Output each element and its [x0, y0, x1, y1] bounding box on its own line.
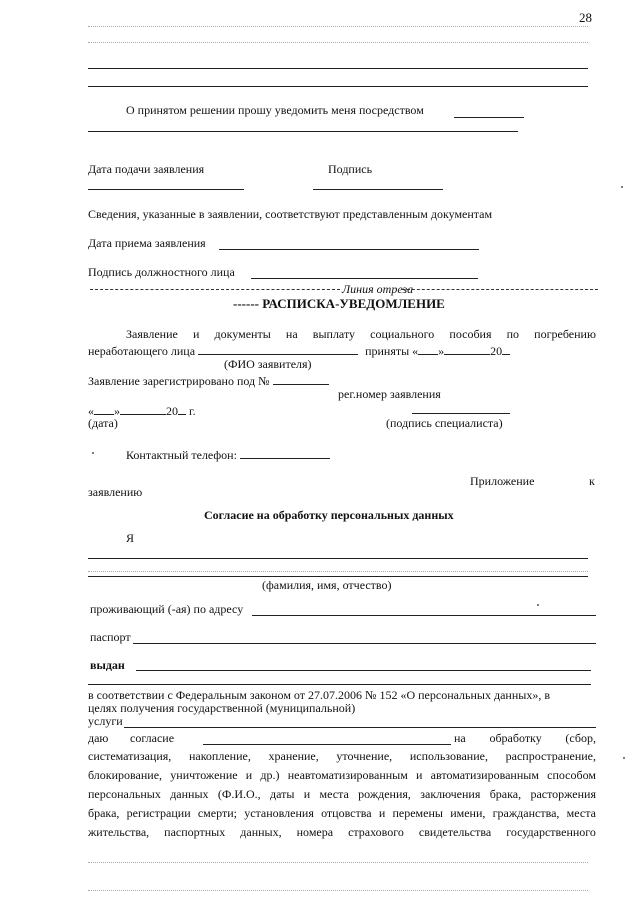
word: блокирование, [88, 768, 163, 782]
word: выплату [312, 327, 356, 341]
word: места [319, 787, 349, 801]
info-match-line: Сведения, указанные в заявлении, соответствуют представленным документам [88, 207, 493, 221]
word: распространение, [505, 749, 596, 763]
scan-artifact-line [88, 571, 588, 572]
scan-dot [621, 186, 623, 188]
reg-number-caption: рег.номер заявления [338, 387, 441, 401]
official-signature-field[interactable] [251, 278, 478, 279]
word: накопление, [188, 749, 251, 763]
issued-label: выдан [90, 658, 125, 672]
scan-dot [623, 757, 625, 759]
word: даты [270, 787, 295, 801]
receipt-title-text: РАСПИСКА-УВЕДОМЛЕНИЕ [262, 296, 445, 311]
word: смерти; [197, 806, 237, 820]
word: свидетельства [418, 825, 492, 839]
accepted-month-field[interactable] [444, 342, 490, 355]
scan-artifact-line [88, 42, 588, 43]
phone-field[interactable] [240, 446, 330, 459]
word: обработку [489, 731, 542, 745]
body-line-4 [88, 806, 596, 820]
word: др.) [260, 768, 280, 782]
appendix-k: к [589, 474, 595, 488]
date-year: 20 [166, 404, 178, 418]
word: социального [370, 327, 435, 341]
year-prefix: 20 [490, 344, 503, 358]
law-line1: в соответствии с Федеральным законом от 27.07.2006 № 152 «О персональных данных», в [88, 688, 550, 702]
unemployed-person-label: неработающего лица [88, 344, 196, 358]
consent-word-2: согласие [130, 731, 175, 745]
word: документы [214, 327, 271, 341]
scan-artifact-line [88, 890, 588, 891]
passport-label: паспорт [90, 630, 131, 644]
blank-line [88, 68, 588, 69]
date-month-field[interactable] [120, 402, 166, 415]
date-day-field[interactable] [94, 402, 114, 415]
word: имени, [450, 806, 486, 820]
date-receive-label: Дата приема заявления [88, 236, 206, 250]
accepted-label: приняты « [365, 344, 419, 358]
word: на [285, 327, 298, 341]
word: на [454, 731, 466, 745]
operator-field[interactable] [203, 744, 451, 745]
cut-line-label: Линия отреза [342, 282, 414, 296]
word: гражданства, [492, 806, 560, 820]
service-label: услуги [88, 714, 123, 728]
notify-line: О принятом решении прошу уведомить меня посредством [126, 103, 424, 117]
accepted-year-field[interactable] [502, 342, 510, 355]
cut-dash-left [90, 289, 340, 290]
phone-label: Контактный телефон: [126, 448, 237, 462]
fio-caption: (ФИО заявителя) [224, 357, 312, 371]
word: и [378, 806, 386, 820]
date-year-field[interactable] [178, 402, 186, 415]
full-name-field[interactable] [88, 558, 588, 559]
body-line-1 [88, 749, 596, 763]
address-field[interactable] [252, 615, 596, 616]
word: заключения [420, 787, 481, 801]
word: страхового [348, 825, 404, 839]
page-number: 28 [579, 10, 592, 25]
consent-word-1: даю [88, 731, 109, 745]
date-suffix: г. [189, 404, 196, 418]
word: персональных [88, 787, 161, 801]
word: пособия [449, 327, 492, 341]
word: хранение, [268, 749, 319, 763]
specialist-caption: (подпись специалиста) [386, 416, 503, 430]
word: жительства, [88, 825, 150, 839]
issued-field[interactable] [136, 670, 591, 671]
registered-label: Заявление зарегистрировано под № [88, 374, 270, 388]
passport-field[interactable] [133, 643, 596, 644]
receipt-title-prefix: ------ [233, 296, 259, 311]
date-submit-label: Дата подачи заявления [88, 162, 205, 176]
receipt-para-line1 [126, 327, 596, 341]
word: регистрации [126, 806, 191, 820]
registration-number-field[interactable] [273, 372, 329, 385]
date-open: « [88, 404, 94, 418]
appendix-line2: заявлению [88, 485, 143, 499]
notify-method-field-cont[interactable] [88, 131, 518, 132]
word: и [245, 768, 253, 782]
date-submit-field[interactable] [88, 189, 244, 190]
receipt-para-line2 [88, 342, 510, 358]
date-caption: (дата) [88, 416, 118, 430]
body-line-2 [88, 768, 596, 782]
processing-words [454, 731, 596, 745]
official-signature-label: Подпись должностного лица [88, 265, 235, 279]
issued-field-cont[interactable] [88, 684, 591, 685]
word: паспортных [164, 825, 226, 839]
word: и [416, 768, 423, 782]
cut-dash-right [402, 289, 598, 290]
word: использование, [409, 749, 488, 763]
full-name-field-cont[interactable] [88, 576, 588, 577]
signature-field[interactable] [313, 189, 443, 190]
signature-label: Подпись [328, 162, 373, 176]
word: (сбор, [565, 731, 596, 745]
word: данных, [240, 825, 282, 839]
quote-close: » [438, 344, 445, 358]
word: систематизация, [88, 749, 172, 763]
accepted-day-field[interactable] [418, 342, 438, 355]
body-line-5 [88, 825, 596, 839]
body-line-3 [88, 787, 596, 801]
word: неавтоматизированным [287, 768, 408, 782]
i-label: Я [126, 531, 135, 545]
word: уточнение, [336, 749, 393, 763]
word: номера [296, 825, 334, 839]
specialist-signature-field[interactable] [412, 413, 510, 414]
word: и [303, 787, 311, 801]
registered-line [88, 372, 329, 388]
service-field[interactable] [124, 727, 596, 728]
word: данных [170, 787, 209, 801]
date-close: » [114, 404, 120, 418]
word: Заявление [126, 327, 178, 341]
word: отцовства [321, 806, 372, 820]
receipt-title [233, 297, 445, 311]
word: погребению [534, 327, 596, 341]
scan-dot [92, 452, 94, 454]
scan-artifact-line [88, 26, 588, 27]
word: брака, [489, 787, 522, 801]
blank-line [88, 86, 588, 87]
word: установления [244, 806, 314, 820]
word: расторжения [530, 787, 596, 801]
date-receive-field[interactable] [219, 249, 479, 250]
word: способом [547, 768, 596, 782]
word: брака, [88, 806, 120, 820]
law-line2: целях получения государственной (муниципальной) [88, 701, 356, 715]
appendix-word: Приложение [470, 474, 535, 488]
word: и [192, 327, 200, 341]
notify-method-field[interactable] [454, 117, 524, 118]
scan-artifact-line [88, 862, 588, 863]
full-name-caption: (фамилия, имя, отчество) [262, 578, 392, 592]
word: места [566, 806, 596, 820]
applicant-name-field[interactable] [198, 342, 358, 355]
scan-dot [537, 604, 539, 606]
word: автоматизированным [430, 768, 539, 782]
word: уничтожение [170, 768, 238, 782]
residing-label: проживающий (-ая) по адресу [90, 602, 244, 616]
word: рождения, [358, 787, 411, 801]
word: перемены [392, 806, 443, 820]
word: государственного [506, 825, 596, 839]
phone-line [126, 446, 330, 462]
word: (Ф.И.О., [217, 787, 261, 801]
word: по [506, 327, 520, 341]
consent-title: Согласие на обработку персональных данных [204, 508, 454, 522]
